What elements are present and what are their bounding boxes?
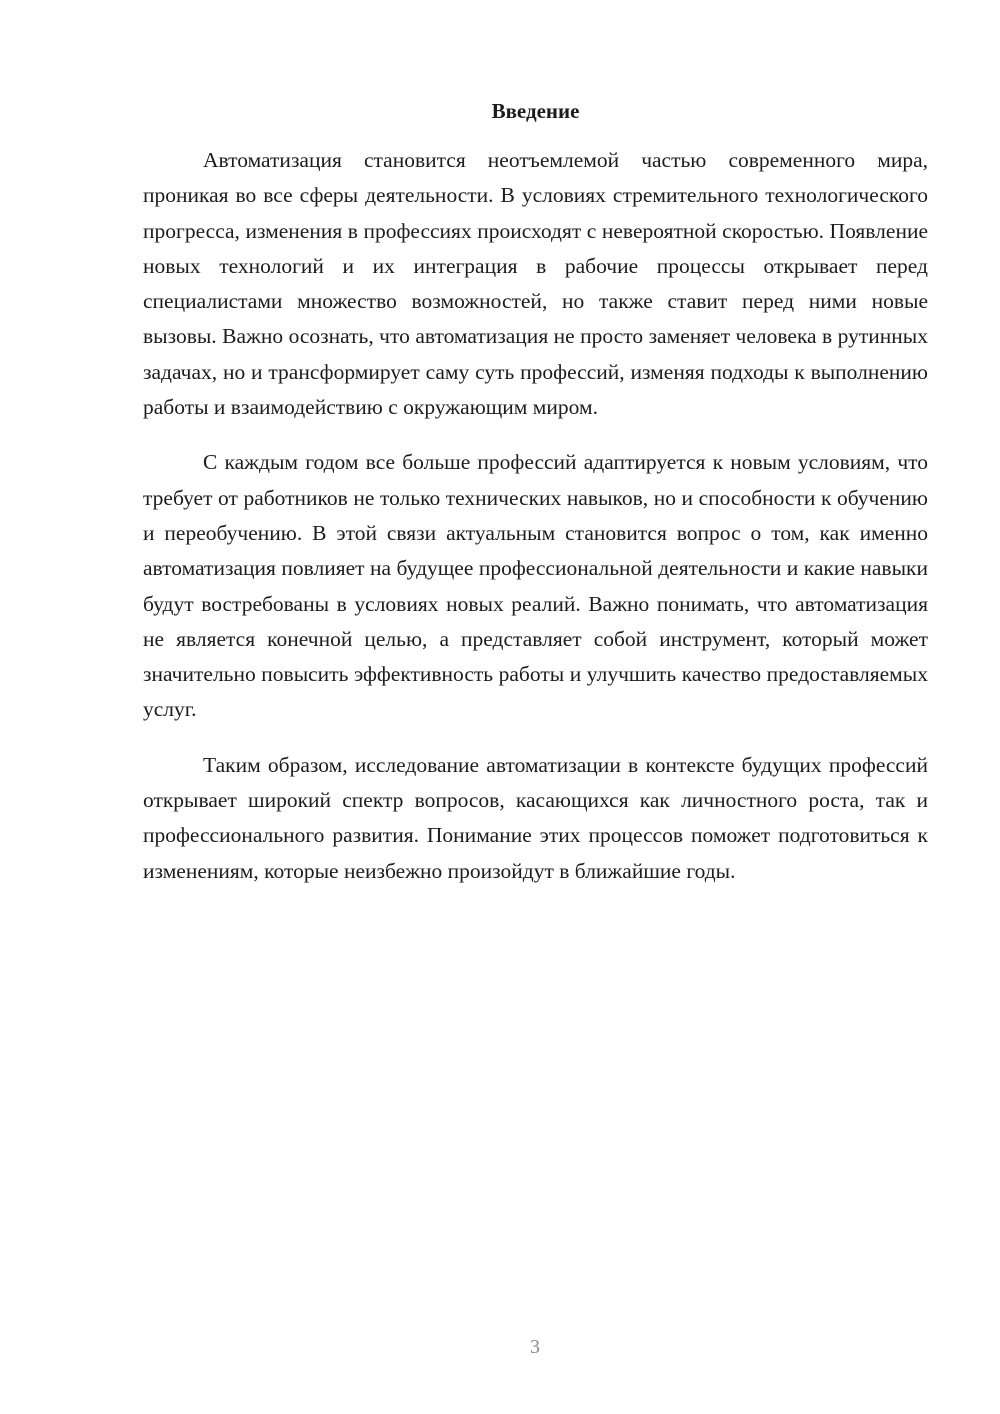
paragraph-1: Автоматизация становится неотъемлемой частью современного мира, проникая во все сферы деятельности. В условиях стремительного технологического прогресса, изменения в профессиях происходят с невероятной скоростью. Появление новых технологий и их интеграция в рабочие процессы открывает перед специалистами множество возможностей, но также ставит перед ними новые вызовы. Важно осознать, что автоматизация не просто заменяет человека в рутинных задачах, но и трансформирует саму суть профессий, изменяя подходы к выполнению работы и взаимодействию с окружающим миром. [143, 148, 928, 420]
page-number: 3 [530, 1336, 540, 1358]
section-heading: Введение [491, 99, 580, 123]
paragraph-3: Таким образом, исследование автоматизации в контексте будущих профессий открывает широкий спектр вопросов, касающихся как личностного роста, так и профессионального развития. Понимание этих процессов поможет подготовиться к изменениям, которые неизбежно произойдут в ближайшие годы. [143, 752, 928, 883]
paragraph-2: С каждым годом все больше профессий адаптируется к новым условиям, что требует от работников не только технических навыков, но и способности к обучению и переобучению. В этой связи актуальным становится вопрос о том, как именно автоматизация повлияет на будущее профессиональной деятельности и какие навыки будут востребованы в условиях новых реалий. Важно понимать, что автоматизация не является конечной целью, а представляет собой инструмент, который может значительно повысить эффективность работы и улучшить качество предоставляемых услуг. [143, 450, 928, 722]
body-text [143, 143, 928, 889]
